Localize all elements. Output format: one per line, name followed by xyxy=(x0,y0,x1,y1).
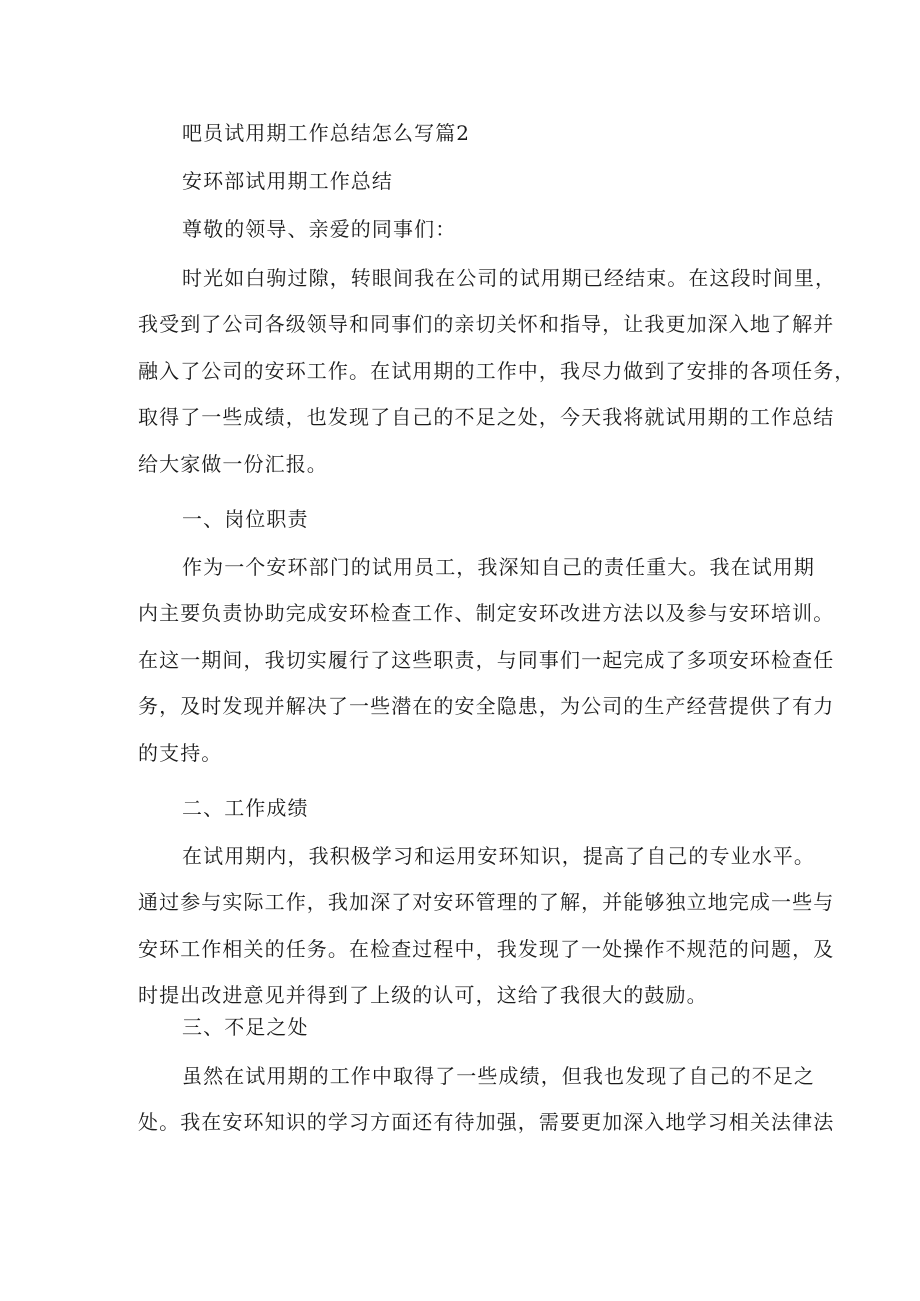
paragraph-line: 内主要负责协助完成安环检查工作、制定安环改进方法以及参与安环培训。 xyxy=(138,601,835,625)
paragraph-line: 我受到了公司各级领导和同事们的亲切关怀和指导，让我更加深入地了解并 xyxy=(138,312,835,336)
paragraph-line: 作为一个安环部门的试用员工，我深知自己的责任重大。我在试用期 xyxy=(182,555,815,579)
paragraph-line: 在这一期间，我切实履行了这些职责，与同事们一起完成了多项安环检查任 xyxy=(138,648,835,672)
paragraph-line: 在试用期内，我积极学习和运用安环知识，提高了自己的专业水平。 xyxy=(182,844,815,868)
paragraph-line: 的支持。 xyxy=(138,741,223,765)
paragraph-line: 给大家做一份汇报。 xyxy=(138,452,328,476)
paragraph-line: 务，及时发现并解决了一些潜在的安全隐患，为公司的生产经营提供了有力 xyxy=(138,694,835,718)
paragraph-line: 虽然在试用期的工作中取得了一些成绩，但我也发现了自己的不足之 xyxy=(182,1064,815,1088)
section-heading-achievements: 二、工作成绩 xyxy=(182,796,309,820)
paragraph-line: 通过参与实际工作，我加深了对安环管理的了解，并能够独立地完成一些与 xyxy=(138,890,835,914)
paragraph-line: 时提出改进意见并得到了上级的认可，这给了我很大的鼓励。 xyxy=(138,983,708,1007)
paragraph-line: 取得了一些成绩，也发现了自己的不足之处，今天我将就试用期的工作总结 xyxy=(138,405,835,429)
section-heading-duties: 一、岗位职责 xyxy=(182,507,309,531)
section-heading-shortcomings: 三、不足之处 xyxy=(182,1015,309,1039)
greeting: 尊敬的领导、亲爱的同事们： xyxy=(182,217,457,241)
paragraph-line: 时光如白驹过隙，转眼间我在公司的试用期已经结束。在这段时间里， xyxy=(182,266,837,290)
document-title: 吧员试用期工作总结怎么写篇2 xyxy=(182,121,471,145)
paragraph-line: 融入了公司的安环工作。在试用期的工作中，我尽力做到了安排的各项任务， xyxy=(138,359,856,383)
paragraph-line: 处。我在安环知识的学习方面还有待加强，需要更加深入地学习相关法律法 xyxy=(138,1110,835,1134)
paragraph-line: 安环工作相关的任务。在检查过程中，我发现了一处操作不规范的问题，及 xyxy=(138,937,835,961)
document-subtitle: 安环部试用期工作总结 xyxy=(182,169,393,193)
